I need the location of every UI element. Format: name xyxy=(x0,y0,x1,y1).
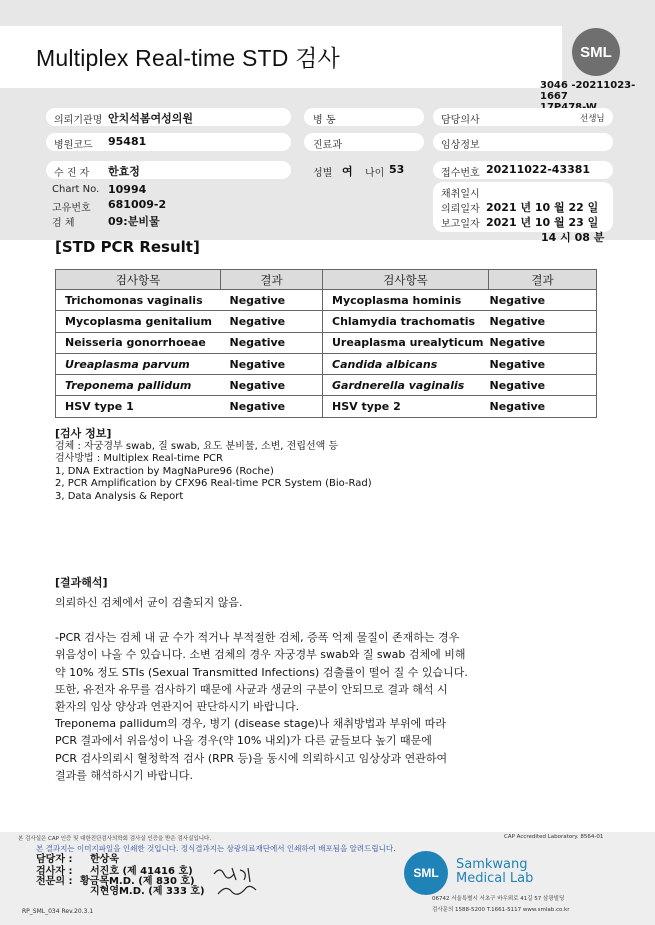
receipt-value: 20211022-43381 xyxy=(486,163,591,176)
signature-icon xyxy=(210,862,262,902)
institution-label: 의뢰기관명 xyxy=(54,115,103,126)
result-section-title: [STD PCR Result] xyxy=(55,238,200,256)
method-heading: [검사 정보] xyxy=(55,427,112,440)
interpretation-line: 또한, 유전자 유무를 검사하기 때문에 사균과 생균의 구분이 안되므로 결과 해석 시 xyxy=(55,682,448,696)
header-test-item-1: 검사항목 xyxy=(56,270,221,290)
report-time: 14 시 08 분 xyxy=(541,231,605,244)
specialist-label: 전문의 : xyxy=(36,876,73,887)
age-value: 53 xyxy=(389,163,405,176)
test-name: Mycoplasma hominis xyxy=(323,290,489,311)
unique-label: 고유번호 xyxy=(52,203,91,214)
report-date: 2021 년 10 월 23 일 xyxy=(486,216,599,229)
test-result: Negative xyxy=(489,353,597,374)
chart-value: 10994 xyxy=(108,183,147,196)
header-result-1: 결과 xyxy=(221,270,323,290)
institution-value: 안치석봄여성의원 xyxy=(108,112,194,125)
table-row xyxy=(56,375,597,396)
specimen-value: 09:분비물 xyxy=(108,215,160,228)
address-text: 06742 서울특별시 서초구 바우뫼로 41길 57 삼광빌딩 xyxy=(432,896,565,902)
header-test-item-2: 검사항목 xyxy=(323,270,489,290)
test-name: HSV type 2 xyxy=(323,396,489,417)
patient-label: 수 진 자 xyxy=(54,168,90,179)
footer-blue-notice: 본 결과지는 이미지파일을 인쇄한 것입니다. 정식결과지는 삼광의료재단에서 인쇄하여 배포됨을 알려드립니다. xyxy=(36,844,396,853)
sml-logo-icon: SML xyxy=(572,28,620,76)
method-line: 1, DNA Extraction by MagNaPure96 (Roche) xyxy=(55,465,274,477)
test-result: Negative xyxy=(221,375,323,396)
interpretation-line: 결과를 해석하시기 바랍니다. xyxy=(55,768,194,782)
test-name: Mycoplasma genitalium xyxy=(56,311,221,332)
footer-notice: 본 검사실은 CAP 인증 및 대한진단검사의학회 검사실 인증을 받은 검사실입니다. xyxy=(18,836,212,842)
test-name: Neisseria gonorrhoeae xyxy=(56,332,221,353)
form-code: RP_SML_034 Rev.20.3.1 xyxy=(22,908,94,915)
table-row xyxy=(56,396,597,417)
table-row xyxy=(56,353,597,374)
manager-label: 담당자 : xyxy=(36,854,73,865)
interpretation-block xyxy=(55,574,468,784)
hospital-code-value: 95481 xyxy=(108,135,147,148)
age-label: 나이 xyxy=(365,168,385,179)
test-result: Negative xyxy=(221,311,323,332)
department-label: 진료과 xyxy=(313,140,342,151)
hospital-code-label: 병원코드 xyxy=(54,140,93,151)
request-date: 2021 년 10 월 22 일 xyxy=(486,201,599,214)
test-result: Negative xyxy=(489,290,597,311)
samkwang-logo-icon: SML xyxy=(404,851,448,895)
chart-label: Chart No. xyxy=(52,184,100,195)
interpretation-line: 위음성이 나올 수 있습니다. 소변 검체의 경우 자궁경부 swab와 질 swab 검체에 비해 xyxy=(55,648,466,662)
patient-value: 한효정 xyxy=(108,165,140,178)
test-name: Ureaplasma urealyticum xyxy=(323,332,489,353)
ward-label: 병 동 xyxy=(313,115,336,126)
test-result: Negative xyxy=(221,353,323,374)
table-row xyxy=(56,290,597,311)
report-label: 보고일자 xyxy=(441,219,480,230)
method-line: 검사방법 : Multiplex Real-time PCR xyxy=(55,453,223,464)
page-title: Multiplex Real-time STD 검사 xyxy=(36,45,340,71)
test-result: Negative xyxy=(221,332,323,353)
test-name: Gardnerella vaginalis xyxy=(323,375,489,396)
specialist-1: 황금목M.D. (제 830 호) xyxy=(80,876,195,887)
specimen-label: 검 체 xyxy=(52,218,75,229)
accreditation-text: CAP Accredited Laboratory. 8564-01 xyxy=(504,834,604,840)
request-label: 의뢰일자 xyxy=(441,204,480,215)
test-name: Ureaplasma parvum xyxy=(56,353,221,374)
examiner-name: 서진호 (제 41416 호) xyxy=(90,866,193,877)
table-row xyxy=(56,311,597,332)
method-line: 검체 : 자궁경부 swab, 질 swab, 요도 분비물, 소변, 전립선액 등 xyxy=(55,440,339,452)
header-result-2: 결과 xyxy=(489,270,597,290)
test-result: Negative xyxy=(221,396,323,417)
receipt-label: 접수번호 xyxy=(441,168,480,179)
method-block xyxy=(55,428,372,503)
interpretation-summary: 의뢰하신 검체에서 균이 검출되지 않음. xyxy=(55,596,243,609)
specialist-2: 지현영M.D. (제 333 호) xyxy=(90,886,205,897)
clinical-label: 임상정보 xyxy=(441,140,480,151)
manager-name: 한상욱 xyxy=(90,854,119,865)
sex-label: 성별 xyxy=(313,168,333,179)
test-name: Treponema pallidum xyxy=(56,375,221,396)
interpretation-line: PCR 결과에서 위음성이 나올 경우(약 10% 내외)가 다른 균들보다 높기 때문에 xyxy=(55,734,432,748)
test-result: Negative xyxy=(489,311,597,332)
test-result: Negative xyxy=(221,290,323,311)
unique-value: 681009-2 xyxy=(108,198,167,211)
interpretation-heading: [결과해석] xyxy=(55,576,108,589)
collect-label: 채취일시 xyxy=(441,189,480,200)
interpretation-line: Treponema pallidum의 경우, 병기 (disease stage)나 채취방법과 부위에 따라 xyxy=(55,717,446,731)
test-name: Chlamydia trachomatis xyxy=(323,311,489,332)
phone-text: 검사문의 1588-5200 T.1661-5117 www.smlab.co.kr xyxy=(432,907,570,913)
interpretation-line: -PCR 검사는 검체 내 균 수가 적거나 부적절한 검체, 증폭 억제 물질이 존재하는 경우 xyxy=(55,631,460,645)
method-line: 3, Data Analysis & Report xyxy=(55,490,184,502)
interpretation-line: PCR 검사의뢰시 혈청학적 검사 (RPR 등)을 동시에 의뢰하시고 임상상과 연관하여 xyxy=(55,751,448,765)
examiner-label: 검사자 : xyxy=(36,866,73,877)
barcode-text: 3046 -20211023-1667 xyxy=(540,80,636,102)
table-row xyxy=(56,332,597,353)
interpretation-line: 약 10% 정도 STIs (Sexual Transmitted Infections) 검출률이 떨어 질 수 있습니다. xyxy=(55,665,468,679)
method-line: 2, PCR Amplification by CFX96 Real-time PCR System (Bio-Rad) xyxy=(55,478,372,489)
brand-name: Samkwang Medical Lab xyxy=(456,857,534,886)
sex-value: 여 xyxy=(342,165,353,178)
result-table xyxy=(55,269,597,418)
test-result: Negative xyxy=(489,332,597,353)
test-name: HSV type 1 xyxy=(56,396,221,417)
doctor-label: 담당의사 xyxy=(441,115,480,126)
test-result: Negative xyxy=(489,396,597,417)
interpretation-line: 환자의 임상 양상과 연관지어 판단하시기 바랍니다. xyxy=(55,700,300,714)
test-name: Candida albicans xyxy=(323,353,489,374)
test-name: Trichomonas vaginalis xyxy=(56,290,221,311)
doctor-suffix: 선생님 xyxy=(580,114,605,124)
test-result: Negative xyxy=(489,375,597,396)
